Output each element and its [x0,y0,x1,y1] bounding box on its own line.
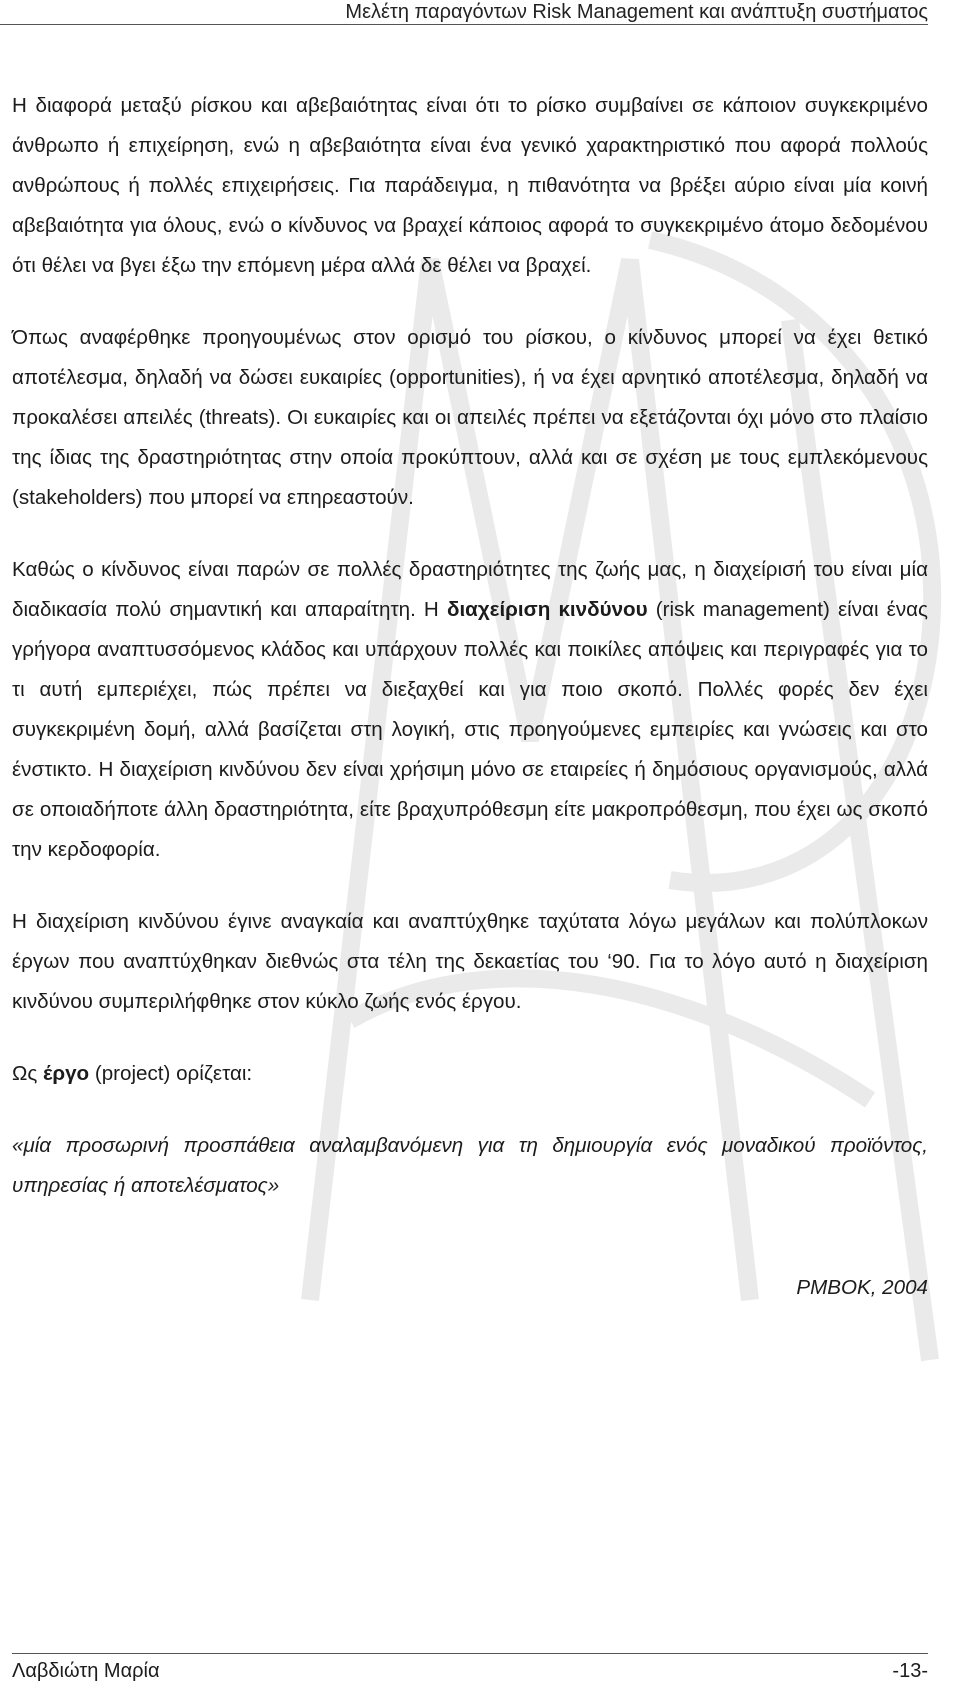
quote-source: PMBOK, 2004 [796,1276,928,1299]
paragraph-opportunities-threats: Όπως αναφέρθηκε προηγουμένως στον ορισμό του ρίσκου, ο κίνδυνος μπορεί να έχει θετικό αποτέλεσμα, δηλαδή να δώσει ευκαιρίες (opportunities), ή να έχει αρνητικό αποτέλεσμα, δηλαδή να προκαλέσει απειλές (threats). Οι ευκαιρίες και οι απειλές πρέπει να εξετάζονται όχι μόνο στο πλαίσιο της ίδιας της δραστηριότητας στην οποία προκύπτουν, αλλά και σε σχέση με τους εμπλεκόμενους (stakeholders) που μπορεί να επηρεαστούν. [12,326,928,509]
author-name: Λαβδιώτη Μαρία [12,1660,160,1682]
paragraph-risk-vs-uncertainty: Η διαφορά μεταξύ ρίσκου και αβεβαιότητας είναι ότι το ρίσκο συμβαίνει σε κάποιον συγκεκριμένο άνθρωπο ή επιχείρηση, ενώ η αβεβαιότητα είναι ένα γενικό χαρακτηριστικό που αφορά πολλούς ανθρώπους ή πολλές επιχειρήσεις. Για παράδειγμα, η πιθανότητα να βρέξει αύριο είναι μία κοινή αβεβαιότητα για όλους, ενώ ο κίνδυνος να βραχεί κάποιος αφορά το συγκεκριμένο άτομο δεδομένου ότι θέλει να βγει έξω την επόμενη μέρα αλλά δε θέλει να βραχεί. [12,94,928,277]
paragraph-text: (project) ορίζεται: [89,1062,253,1085]
definition-quote: «μία προσωρινή προσπάθεια αναλαμβανόμενη για τη δημιουργία ενός μοναδικού προϊόντος, υπηρεσίας ή αποτελέσματος» [12,1134,928,1197]
page-header [0,0,928,25]
paragraph-text: Ως [12,1062,44,1085]
running-title: Μελέτη παραγόντων Risk Management και ανάπτυξη συστήματος [345,1,928,23]
paragraph-text: (risk management) είναι ένας γρήγορα αναπτυσσόμενος κλάδος και υπάρχουν πολλές και ποικίλες απόψεις και περιγραφές για το τι αυτή εμπεριέχει, πώς πρέπει να διεξαχθεί και για ποιο σκοπό. Πολλές φορές δεν έχει συγκεκριμένη δομή, αλλά βασίζεται στη λογική, στις προηγούμενες εμπειρίες και γνώσεις και στο ένστικτο. Η διαχείριση κινδύνου δεν είναι χρήσιμη μόνο σε εταιρείες ή δημόσιους οργανισμούς, αλλά σε οποιαδήποτε άλλη δραστηριότητα, είτε βραχυπρόθεσμη είτε μακροπρόθεσμη, που έχει ως σκοπό την κερδοφορία. [12,598,928,861]
body-text [12,86,928,1308]
page-footer [12,1653,928,1684]
paragraph-risk-management [12,550,928,870]
term-risk-management: διαχείριση κινδύνου [446,598,648,621]
paragraph-history: Η διαχείριση κινδύνου έγινε αναγκαία και αναπτύχθηκε ταχύτατα λόγω μεγάλων και πολύπλοκων έργων που αναπτύχθηκαν διεθνώς στα τέλη της δεκαετίας του ‘90. Για το λόγο αυτό η διαχείριση κινδύνου συμπεριλήφθηκε στον κύκλο ζωής ενός έργου. [12,910,928,1013]
paragraph-text: Καθώς ο κίνδυνος είναι παρών σε πολλές δραστηριότητες της ζωής μας, η διαχείρισή του είναι μία διαδικασία πολύ σημαντική και απαραίτητη. Η [12,558,928,621]
page-number: -13- [892,1660,928,1682]
term-project: έργο [43,1062,90,1085]
paragraph-project-definition [12,1054,928,1094]
